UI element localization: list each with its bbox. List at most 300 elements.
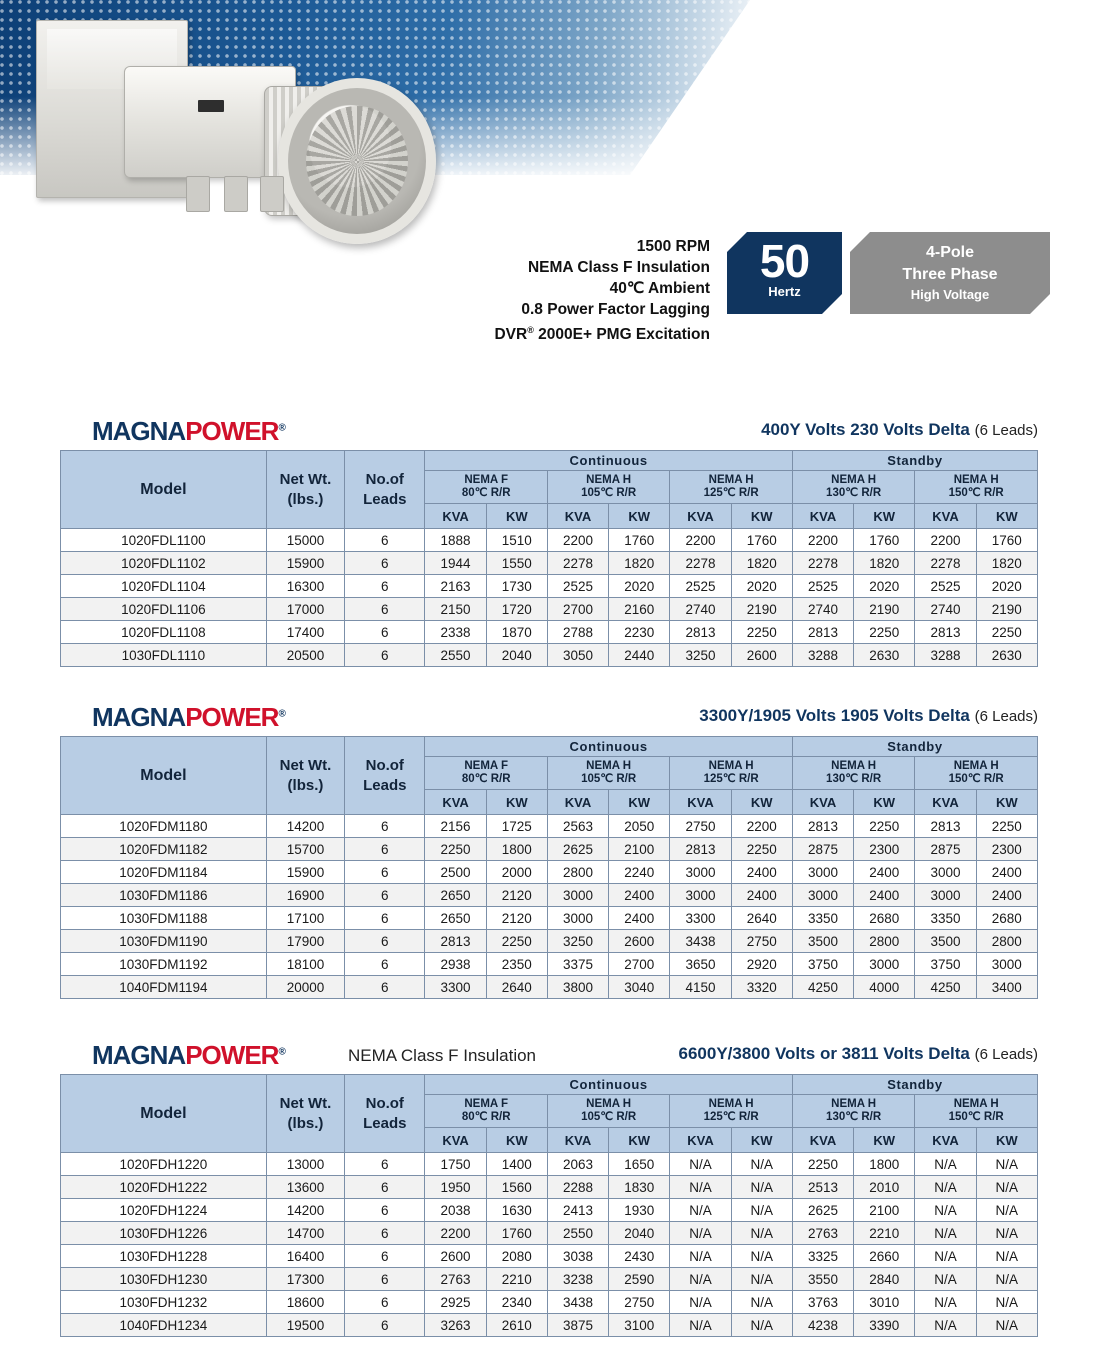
cell-value: N/A: [731, 1268, 792, 1291]
section-header-row: [60, 1040, 1038, 1074]
cell-value: 2740: [792, 598, 853, 621]
col-header-nema-h-150: NEMA H 150℃ R/R: [915, 471, 1038, 504]
cell-value: N/A: [670, 1222, 731, 1245]
spec-line-insulation: NEMA Class F Insulation: [527, 259, 710, 276]
cell-value: 1760: [731, 529, 792, 552]
cell-leads: 6: [345, 598, 425, 621]
cell-value: N/A: [915, 1199, 976, 1222]
cell-value: 2200: [670, 529, 731, 552]
cell-value: 1888: [425, 529, 486, 552]
cell-value: 2040: [609, 1222, 670, 1245]
badge-corner-icon: [1030, 294, 1050, 314]
cell-value: 4238: [792, 1314, 853, 1337]
cell-value: 2625: [547, 838, 608, 861]
cell-value: 1830: [609, 1176, 670, 1199]
cell-value: N/A: [976, 1268, 1037, 1291]
cell-value: 2230: [609, 621, 670, 644]
table-row: [61, 1153, 1038, 1176]
cell-value: 2240: [609, 861, 670, 884]
dvr-suffix: 2000E+ PMG Excitation: [533, 326, 710, 344]
cell-value: 3040: [609, 976, 670, 999]
cell-value: 2400: [609, 884, 670, 907]
col-header-continuous: Continuous: [425, 1075, 792, 1095]
cell-value: 2190: [976, 598, 1037, 621]
cell-value: 2680: [976, 907, 1037, 930]
dvr-text: DVR: [494, 326, 528, 344]
cell-value: 2010: [854, 1176, 915, 1199]
leads-note: (6 Leads): [974, 422, 1038, 439]
cell-value: N/A: [915, 1291, 976, 1314]
cell-value: N/A: [670, 1176, 731, 1199]
cell-value: 1820: [609, 552, 670, 575]
cell-leads: 6: [345, 1245, 425, 1268]
cell-value: 2400: [854, 861, 915, 884]
cell-value: 4000: [854, 976, 915, 999]
cell-value: 2278: [792, 552, 853, 575]
cell-value: 1725: [486, 815, 547, 838]
spec-line-excitation: [390, 320, 710, 345]
cell-value: 2610: [486, 1314, 547, 1337]
cell-value: 2600: [731, 644, 792, 667]
cell-net-wt: 17900: [266, 930, 344, 953]
logo-power: POWER: [185, 1040, 279, 1070]
cell-value: 2200: [915, 529, 976, 552]
col-header-kva: KVA: [792, 504, 853, 529]
cell-value: 2040: [486, 644, 547, 667]
col-header-model: Model: [61, 1075, 267, 1153]
cell-value: N/A: [670, 1153, 731, 1176]
net-wt-unit: (lbs.): [287, 490, 324, 508]
voltage-title-text: 6600Y/3800 Volts or 3811 Volts Delta: [678, 1044, 970, 1063]
cell-value: 2250: [976, 621, 1037, 644]
col-header-kva: KVA: [670, 790, 731, 815]
cell-model: 1030FDH1228: [61, 1245, 267, 1268]
col-header-kw: KW: [731, 1128, 792, 1153]
cell-value: 2875: [915, 838, 976, 861]
cell-value: 3438: [670, 930, 731, 953]
cell-net-wt: 20500: [266, 644, 344, 667]
col-header-leads: No.of Leads: [345, 737, 425, 815]
cell-net-wt: 18600: [266, 1291, 344, 1314]
col-header-kw: KW: [976, 1128, 1037, 1153]
logo-power: POWER: [185, 416, 279, 446]
cell-model: 1020FDM1180: [61, 815, 267, 838]
cell-net-wt: 14200: [266, 1199, 344, 1222]
table-row: [61, 1291, 1038, 1314]
cell-value: 1400: [486, 1153, 547, 1176]
cell-value: N/A: [915, 1245, 976, 1268]
cell-value: 1720: [486, 598, 547, 621]
cell-value: 1820: [854, 552, 915, 575]
cell-value: 2400: [976, 861, 1037, 884]
col-header-kw: KW: [609, 790, 670, 815]
cell-leads: 6: [345, 1291, 425, 1314]
cell-leads: 6: [345, 1176, 425, 1199]
cell-value: N/A: [731, 1245, 792, 1268]
col-header-kw: KW: [976, 790, 1037, 815]
hertz-label: Hertz: [768, 284, 801, 299]
col-header-kw: KW: [854, 504, 915, 529]
col-header-kva: KVA: [670, 1128, 731, 1153]
cell-leads: 6: [345, 575, 425, 598]
table-row: [61, 1314, 1038, 1337]
col-header-kw: KW: [731, 504, 792, 529]
col-header-kw: KW: [854, 790, 915, 815]
cell-value: 3000: [670, 861, 731, 884]
cell-value: 2020: [609, 575, 670, 598]
cell-value: 2250: [976, 815, 1037, 838]
mounting-foot: [260, 176, 284, 212]
cell-value: N/A: [976, 1314, 1037, 1337]
cell-value: 1944: [425, 552, 486, 575]
cell-value: 1760: [486, 1222, 547, 1245]
cell-value: 2156: [425, 815, 486, 838]
table-row: [61, 953, 1038, 976]
cell-value: 2813: [425, 930, 486, 953]
cell-value: N/A: [670, 1268, 731, 1291]
cell-value: 2288: [547, 1176, 608, 1199]
cell-net-wt: 13000: [266, 1153, 344, 1176]
col-header-leads: [345, 451, 425, 529]
generator-illustration: [28, 8, 448, 223]
cell-value: 2938: [425, 953, 486, 976]
cell-value: 3263: [425, 1314, 486, 1337]
cell-net-wt: 17000: [266, 598, 344, 621]
col-header-nema-h-150: NEMA H 150℃ R/R: [915, 1095, 1038, 1128]
cell-value: 2020: [854, 575, 915, 598]
cell-value: 2250: [854, 621, 915, 644]
col-header-nema-h-125: NEMA H 125℃ R/R: [670, 471, 793, 504]
logo-magna: MAGNA: [92, 702, 186, 732]
cell-value: 2500: [425, 861, 486, 884]
cell-net-wt: 16300: [266, 575, 344, 598]
magnapower-logo: [92, 702, 285, 733]
col-header-kw: KW: [486, 1128, 547, 1153]
cell-value: 3438: [547, 1291, 608, 1314]
cell-value: N/A: [670, 1291, 731, 1314]
cell-model: 1040FDM1194: [61, 976, 267, 999]
ratings-table-3300y: [60, 736, 1038, 999]
cell-value: 2700: [609, 953, 670, 976]
cell-model: 1020FDH1224: [61, 1199, 267, 1222]
hertz-number: 50: [759, 235, 810, 287]
insulation-note: NEMA Class F Insulation: [348, 1046, 537, 1065]
cell-value: N/A: [731, 1199, 792, 1222]
cell-value: 4250: [915, 976, 976, 999]
cell-value: 2750: [609, 1291, 670, 1314]
cell-value: 3000: [547, 884, 608, 907]
cell-value: 2250: [731, 621, 792, 644]
cell-value: N/A: [670, 1245, 731, 1268]
cell-value: 2400: [731, 861, 792, 884]
ratings-table-400y: [60, 450, 1038, 667]
cell-value: N/A: [670, 1199, 731, 1222]
table-row: [61, 598, 1038, 621]
cell-model: 1020FDL1108: [61, 621, 267, 644]
section-header-row: [60, 416, 1038, 450]
cell-value: 3100: [609, 1314, 670, 1337]
table-row: [61, 1245, 1038, 1268]
section-header-row: [60, 702, 1038, 736]
cell-value: 2278: [915, 552, 976, 575]
table-row: [61, 552, 1038, 575]
cell-value: 2000: [486, 861, 547, 884]
col-header-kva: KVA: [547, 790, 608, 815]
cell-value: 2925: [425, 1291, 486, 1314]
cell-value: 3038: [547, 1245, 608, 1268]
cell-value: 1760: [854, 529, 915, 552]
cell-value: 2100: [854, 1199, 915, 1222]
cell-model: 1020FDL1102: [61, 552, 267, 575]
magnapower-logo: [92, 416, 285, 447]
cell-value: N/A: [731, 1291, 792, 1314]
cell-model: 1020FDL1104: [61, 575, 267, 598]
voltage-title: [761, 420, 1038, 440]
cell-net-wt: 15000: [266, 529, 344, 552]
cell-value: 2190: [854, 598, 915, 621]
cell-value: 1510: [486, 529, 547, 552]
cell-model: 1030FDM1188: [61, 907, 267, 930]
cell-net-wt: 16400: [266, 1245, 344, 1268]
cell-model: 1020FDM1182: [61, 838, 267, 861]
cell-model: 1030FDM1186: [61, 884, 267, 907]
col-header-kva: KVA: [915, 1128, 976, 1153]
cell-value: 2200: [792, 529, 853, 552]
cell-leads: 6: [345, 953, 425, 976]
col-header-nema-f-80: NEMA F 80℃ R/R: [425, 471, 547, 504]
table-row: [61, 861, 1038, 884]
cell-value: 2813: [670, 838, 731, 861]
cell-value: 3300: [425, 976, 486, 999]
cell-value: 1800: [486, 838, 547, 861]
cell-value: 2400: [854, 884, 915, 907]
cell-value: 2550: [547, 1222, 608, 1245]
cell-value: 2740: [670, 598, 731, 621]
cell-value: 3010: [854, 1291, 915, 1314]
cell-value: 2413: [547, 1199, 608, 1222]
cell-value: 3050: [547, 644, 608, 667]
cell-model: 1030FDH1230: [61, 1268, 267, 1291]
registered-icon: ®: [527, 325, 534, 335]
col-header-net-wt: Net Wt. (lbs.): [266, 737, 344, 815]
table-row: [61, 930, 1038, 953]
cell-value: 2250: [792, 1153, 853, 1176]
leads-note: (6 Leads): [974, 1046, 1038, 1063]
cell-leads: 6: [345, 1314, 425, 1337]
cell-value: 2400: [731, 884, 792, 907]
voltage-title: [699, 706, 1038, 726]
cell-value: 2350: [486, 953, 547, 976]
col-header-nema-h-105: NEMA H 105℃ R/R: [547, 1095, 669, 1128]
cell-value: 2200: [547, 529, 608, 552]
voltage-title-text: 400Y Volts 230 Volts Delta: [761, 420, 970, 439]
cell-value: 1760: [609, 529, 670, 552]
spec-line-rpm: 1500 RPM: [636, 238, 710, 255]
table-row: [61, 815, 1038, 838]
table-row: [61, 621, 1038, 644]
cell-value: 2625: [792, 1199, 853, 1222]
cell-leads: 6: [345, 815, 425, 838]
cell-value: 2550: [425, 644, 486, 667]
cell-model: 1020FDL1100: [61, 529, 267, 552]
no-of-label: No.of: [365, 470, 404, 488]
cell-value: 3750: [915, 953, 976, 976]
voltage-title: [679, 1044, 1038, 1064]
table-body: [61, 529, 1038, 667]
cell-value: N/A: [731, 1153, 792, 1176]
registered-icon: ®: [278, 1046, 285, 1058]
cell-value: 2250: [486, 930, 547, 953]
cell-value: 1820: [731, 552, 792, 575]
col-header-kw: KW: [486, 790, 547, 815]
cell-value: 2680: [854, 907, 915, 930]
cell-value: 2813: [792, 621, 853, 644]
banner-diagonal-cut: [630, 0, 750, 175]
col-header-standby: Standby: [792, 451, 1037, 471]
cell-value: 3000: [792, 861, 853, 884]
cell-net-wt: 15900: [266, 552, 344, 575]
cell-value: 3350: [915, 907, 976, 930]
cell-value: 2020: [731, 575, 792, 598]
col-header-kva: KVA: [792, 790, 853, 815]
cell-model: 1020FDL1106: [61, 598, 267, 621]
cell-net-wt: 16900: [266, 884, 344, 907]
col-header-kw: KW: [609, 1128, 670, 1153]
cell-leads: 6: [345, 1268, 425, 1291]
cell-leads: 6: [345, 907, 425, 930]
table-row: [61, 529, 1038, 552]
cell-value: N/A: [976, 1199, 1037, 1222]
cell-model: 1020FDH1220: [61, 1153, 267, 1176]
col-header-nema-h-130: NEMA H 130℃ R/R: [792, 757, 914, 790]
col-header-continuous: Continuous: [425, 451, 792, 471]
col-header-nema-h-130: NEMA H 130℃ R/R: [792, 471, 914, 504]
cell-value: 2250: [854, 815, 915, 838]
cell-value: 3400: [976, 976, 1037, 999]
cell-value: 2150: [425, 598, 486, 621]
cell-value: 2300: [976, 838, 1037, 861]
cell-value: 2763: [792, 1222, 853, 1245]
cell-value: 3000: [915, 861, 976, 884]
cell-value: 3000: [854, 953, 915, 976]
cell-value: 2160: [609, 598, 670, 621]
table-body: [61, 815, 1038, 999]
cell-leads: 6: [345, 529, 425, 552]
cell-value: 2750: [731, 930, 792, 953]
cell-value: 2650: [425, 884, 486, 907]
cell-value: 3875: [547, 1314, 608, 1337]
cell-value: 2600: [425, 1245, 486, 1268]
cell-leads: 6: [345, 621, 425, 644]
cell-value: N/A: [915, 1268, 976, 1291]
cell-value: 2080: [486, 1245, 547, 1268]
cell-leads: 6: [345, 1222, 425, 1245]
cell-value: 1870: [486, 621, 547, 644]
cell-value: 3238: [547, 1268, 608, 1291]
cell-value: 3000: [915, 884, 976, 907]
col-header-kw: KW: [486, 504, 547, 529]
cell-value: 1930: [609, 1199, 670, 1222]
leads-label: Leads: [363, 490, 407, 508]
leads-note: (6 Leads): [974, 708, 1038, 725]
cell-value: 2763: [425, 1268, 486, 1291]
col-header-net-wt: Net Wt. (lbs.): [266, 1075, 344, 1153]
cell-value: 2813: [792, 815, 853, 838]
cell-value: 3763: [792, 1291, 853, 1314]
col-header-kva: KVA: [670, 504, 731, 529]
cell-value: 3390: [854, 1314, 915, 1337]
cell-leads: 6: [345, 930, 425, 953]
cell-value: 2430: [609, 1245, 670, 1268]
cell-value: 2278: [547, 552, 608, 575]
col-header-standby: Standby: [792, 1075, 1037, 1095]
cell-value: 2525: [915, 575, 976, 598]
logo-magna: MAGNA: [92, 1040, 186, 1070]
section-6600y: [60, 1040, 1038, 1337]
cell-value: 3288: [915, 644, 976, 667]
table-row: [61, 976, 1038, 999]
pole-line-2: Three Phase: [902, 266, 998, 283]
badge-corner-icon: [727, 232, 747, 252]
generator-end-ring: [278, 78, 436, 244]
cell-value: 2640: [486, 976, 547, 999]
table-row: [61, 1176, 1038, 1199]
cell-value: 2050: [609, 815, 670, 838]
cell-value: 2400: [976, 884, 1037, 907]
table-row: [61, 644, 1038, 667]
col-header-kva: KVA: [792, 1128, 853, 1153]
spec-line-power-factor: 0.8 Power Factor Lagging: [521, 301, 710, 318]
voltage-title-text: 3300Y/1905 Volts 1905 Volts Delta: [699, 706, 970, 725]
cell-value: 4250: [792, 976, 853, 999]
col-header-net-wt: [266, 451, 344, 529]
cell-value: 3650: [670, 953, 731, 976]
cell-value: N/A: [976, 1153, 1037, 1176]
cell-model: 1030FDH1232: [61, 1291, 267, 1314]
cell-value: 2513: [792, 1176, 853, 1199]
table-row: [61, 1268, 1038, 1291]
col-header-kw: KW: [976, 504, 1037, 529]
cell-net-wt: 19500: [266, 1314, 344, 1337]
cell-value: 2525: [792, 575, 853, 598]
cell-value: 2163: [425, 575, 486, 598]
cell-net-wt: 14200: [266, 815, 344, 838]
cell-value: 2590: [609, 1268, 670, 1291]
table-row: [61, 838, 1038, 861]
cell-value: 2020: [976, 575, 1037, 598]
cell-net-wt: 13600: [266, 1176, 344, 1199]
col-header-nema-h-125: NEMA H 125℃ R/R: [670, 1095, 793, 1128]
cell-value: 3250: [547, 930, 608, 953]
cell-model: 1020FDH1222: [61, 1176, 267, 1199]
cell-value: 2210: [854, 1222, 915, 1245]
cell-value: 2840: [854, 1268, 915, 1291]
section-3300y: [60, 702, 1038, 999]
cell-value: 3325: [792, 1245, 853, 1268]
col-header-nema-h-105: NEMA H 105℃ R/R: [547, 757, 669, 790]
cell-value: 2340: [486, 1291, 547, 1314]
magnapower-logo: [92, 1040, 285, 1071]
cell-net-wt: 20000: [266, 976, 344, 999]
cell-leads: 6: [345, 1199, 425, 1222]
col-header-nema-h-105: NEMA H 105℃ R/R: [547, 471, 669, 504]
cell-value: 1550: [486, 552, 547, 575]
col-header-model: Model: [61, 737, 267, 815]
cell-value: 2400: [609, 907, 670, 930]
cell-value: 3550: [792, 1268, 853, 1291]
cell-value: 2800: [976, 930, 1037, 953]
cell-value: 2788: [547, 621, 608, 644]
